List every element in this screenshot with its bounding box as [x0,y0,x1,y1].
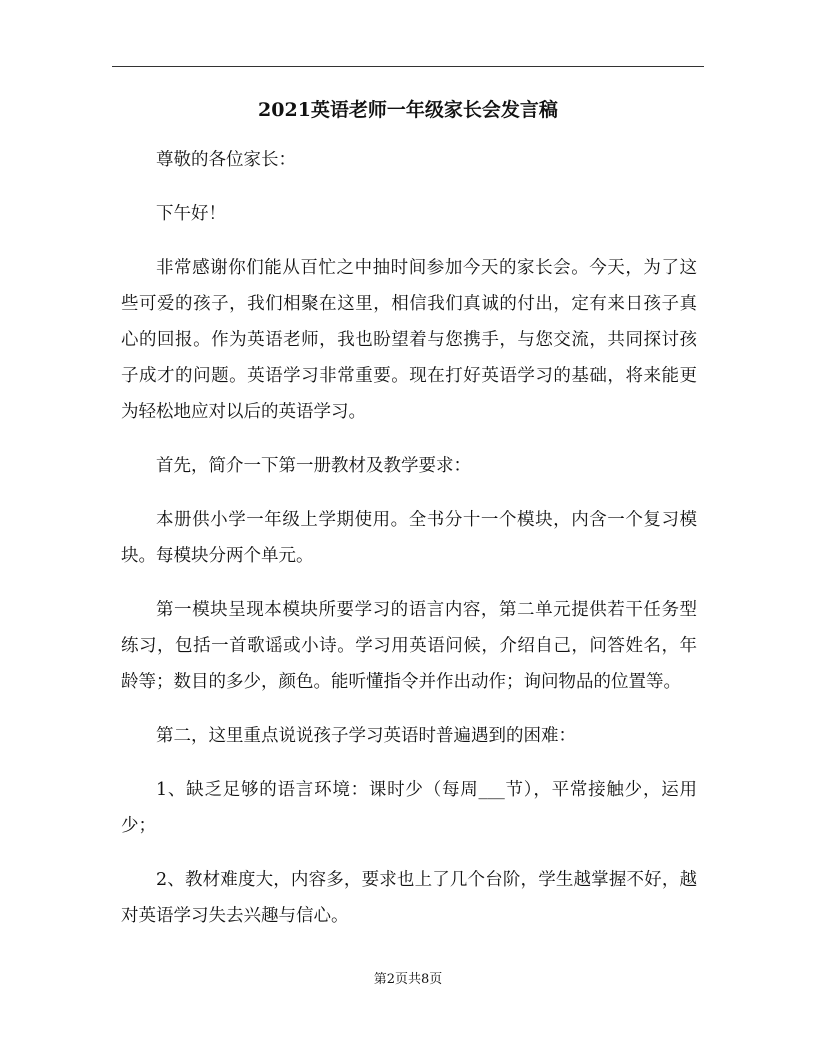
module-content-paragraph: 第一模块呈现本模块所要学习的语言内容，第二单元提供若干任务型练习，包括一首歌谣或小诗。学习用英语问候，介绍自己，问答姓名，年龄等；数目的多少，颜色。能听懂指令并作出动作；询问物品的位置等。 [121,600,697,692]
document-title: 2021英语老师一年级家长会发言稿 [258,99,558,121]
textbook-description-paragraph: 本册供小学一年级上学期使用。全书分十一个模块，内含一个复习模块。每模块分两个单元。 [121,510,697,566]
greeting-paragraph: 尊敬的各位家长： [156,150,296,170]
difficulty-item-1: 1、缺乏足够的语言环境：课时少（每周___节），平常接触少，运用少； [121,780,697,836]
salutation-paragraph: 下午好！ [156,204,226,224]
header-divider [112,66,704,67]
intro-paragraph: 非常感谢你们能从百忙之中抽时间参加今天的家长会。今天，为了这些可爱的孩子，我们相聚在这里，相信我们真诚的付出，定有来日孩子真心的回报。作为英语老师，我也盼望着与您携手，与您交流，共同探讨孩子成才的问题。英语学习非常重要。现在打好英语学习的基础，将来能更为轻松地应对以后的英语学习。 [121,258,697,422]
difficulty-item-2: 2、教材难度大，内容多，要求也上了几个台阶，学生越掌握不好，越对英语学习失去兴趣与信心。 [121,870,697,926]
page-footer: 第2页共8页 [373,972,443,987]
textbook-heading-paragraph: 首先，简介一下第一册教材及教学要求： [156,456,471,476]
document-body [121,142,697,952]
difficulties-heading-paragraph: 第二，这里重点说说孩子学习英语时普遍遇到的困难： [156,726,576,746]
